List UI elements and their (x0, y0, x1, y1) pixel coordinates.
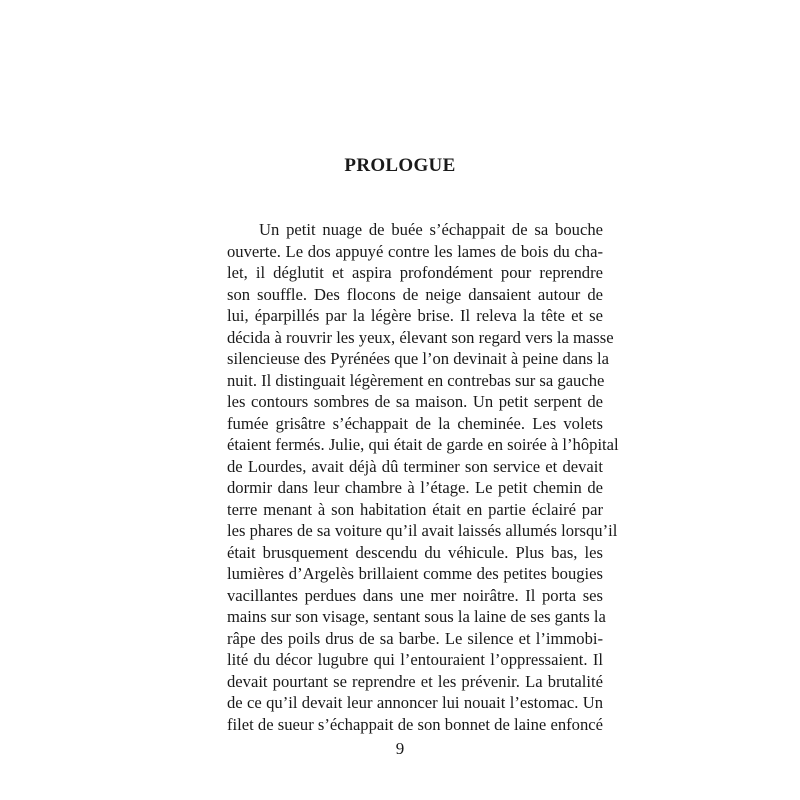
text-line: devait pourtant se reprendre et les prévenir. La brutalité (227, 671, 603, 691)
text-line: râpe des poils drus de sa barbe. Le silence et l’immobi- (227, 628, 603, 648)
text-line: lumières d’Argelès brillaient comme des petites bougies (227, 564, 603, 583)
text-line: silencieuse des Pyrénées que l’on devinait à peine dans la (227, 349, 609, 368)
text-line: lité du décor lugubre qui l’entouraient l’oppressaient. Il (227, 650, 603, 669)
text-line: dormir dans leur chambre à l’étage. Le petit chemin de (227, 478, 603, 497)
text-line: était brusquement descendu du véhicule. Plus bas, les (227, 542, 603, 562)
text-line: vacillantes perdues dans une mer noirâtre. Il porta ses (227, 585, 603, 605)
text-line: les phares de sa voiture qu’il avait laissés allumés lorsqu’il (227, 521, 618, 540)
text-line: filet de sueur s’échappait de son bonnet de laine enfoncé (227, 714, 603, 734)
text-line: mains sur son visage, sentant sous la laine de ses gants la (227, 607, 606, 626)
text-line: Un petit nuage de buée s’échappait de sa bouche (259, 220, 603, 239)
text-line: ouverte. Le dos appuyé contre les lames de bois du cha- (227, 241, 603, 261)
text-line: son souffle. Des flocons de neige dansaient autour de (227, 284, 603, 304)
text-line: de ce qu’il devait leur annoncer lui nouait l’estomac. Un (227, 693, 603, 712)
body-paragraph (227, 219, 619, 735)
chapter-title: PROLOGUE (344, 155, 456, 176)
page-number: 9 (395, 739, 405, 758)
text-line: fumée grisâtre s’échappait de la cheminée. Les volets (227, 413, 603, 433)
text-line: lui, éparpillés par la légère brise. Il releva la tête et se (227, 306, 603, 325)
text-line: étaient fermés. Julie, qui était de garde en soirée à l’hôpital (227, 435, 619, 454)
text-line: décida à rouvrir les yeux, élevant son regard vers la masse (227, 327, 614, 347)
text-line: les contours sombres de sa maison. Un petit serpent de (227, 392, 603, 411)
text-line: nuit. Il distinguait légèrement en contrebas sur sa gauche (227, 370, 605, 390)
text-line: de Lourdes, avait déjà dû terminer son service et devait (227, 456, 603, 476)
text-line: let, il déglutit et aspira profondément pour reprendre (227, 263, 603, 282)
text-line: terre menant à son habitation était en partie éclairé par (227, 499, 603, 519)
